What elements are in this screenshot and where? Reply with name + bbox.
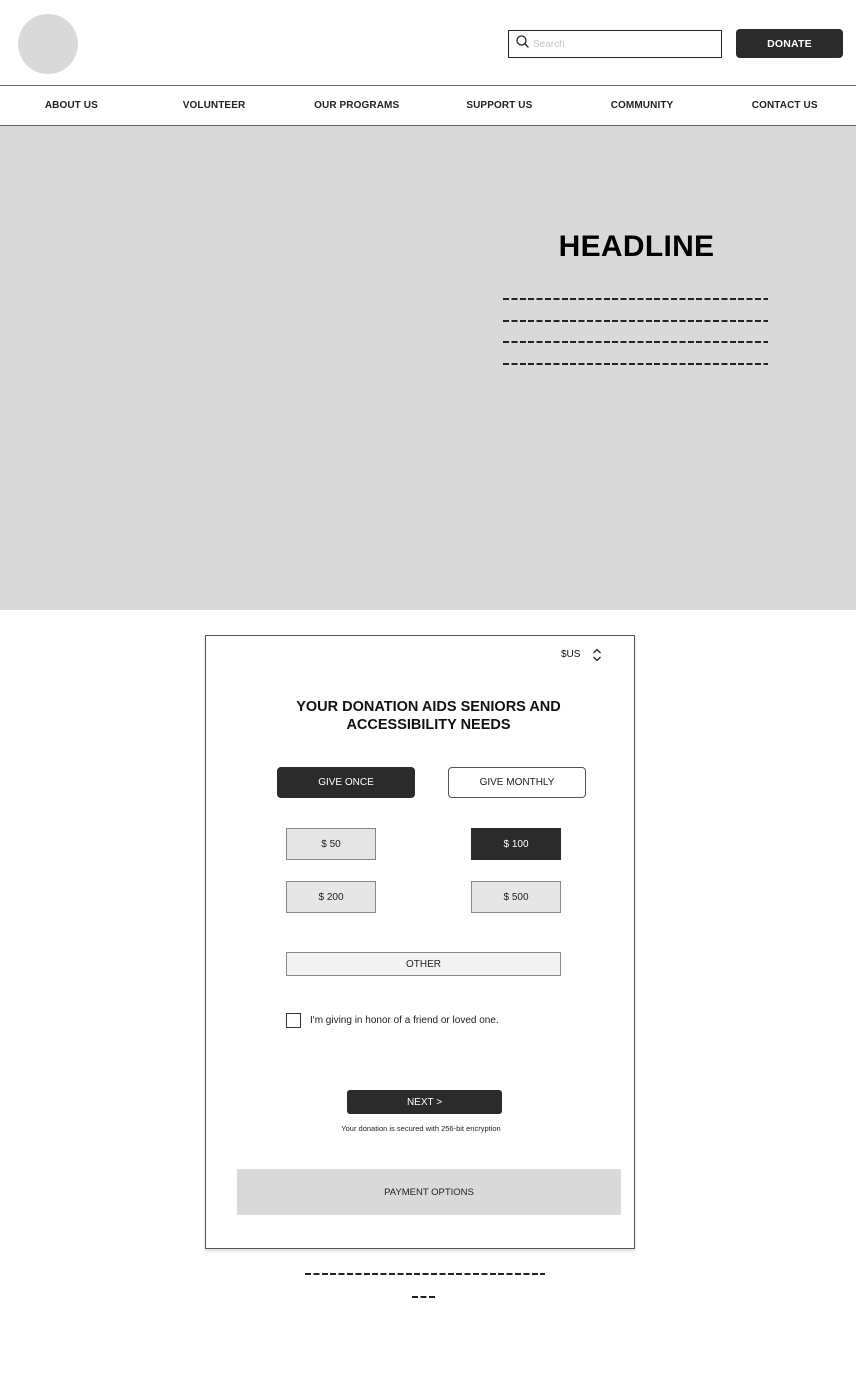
placeholder-text-line	[412, 1296, 437, 1298]
donate-button[interactable]: DONATE	[736, 29, 843, 58]
placeholder-text-line	[503, 363, 768, 365]
search-icon	[516, 35, 529, 53]
currency-selector-label[interactable]: $US	[561, 649, 581, 660]
placeholder-text-line	[503, 298, 768, 300]
nav-item-community[interactable]: COMMUNITY	[610, 100, 674, 111]
site-header	[0, 0, 856, 86]
amount-50-button[interactable]: $ 50	[286, 828, 376, 860]
hero-banner	[0, 126, 856, 610]
security-note: Your donation is secured with 256-bit encryption	[341, 1124, 501, 1133]
give-once-button[interactable]: GIVE ONCE	[277, 767, 415, 798]
nav-item-support-us[interactable]: SUPPORT US	[466, 100, 533, 111]
search-box[interactable]	[508, 30, 722, 58]
give-monthly-button[interactable]: GIVE MONTHLY	[448, 767, 586, 798]
nav-item-volunteer[interactable]: VOLUNTEER	[182, 100, 246, 111]
honor-checkbox[interactable]	[286, 1013, 301, 1028]
nav-item-our-programs[interactable]: OUR PROGRAMS	[314, 100, 400, 111]
amount-200-button[interactable]: $ 200	[286, 881, 376, 913]
nav-item-contact-us[interactable]: CONTACT US	[751, 100, 818, 111]
donation-title: YOUR DONATION AIDS SENIORS AND ACCESSIBILITY NEEDS	[296, 699, 561, 733]
search-input[interactable]	[533, 39, 713, 50]
placeholder-text-line	[305, 1273, 545, 1275]
main-nav	[0, 86, 856, 126]
logo-placeholder[interactable]	[18, 14, 78, 74]
placeholder-text-line	[503, 341, 768, 343]
hero-headline: HEADLINE	[558, 230, 715, 263]
chevron-up-down-icon[interactable]	[592, 648, 602, 667]
donation-form	[205, 635, 635, 1249]
next-button[interactable]: NEXT >	[347, 1090, 502, 1114]
other-amount-button[interactable]: OTHER	[286, 952, 561, 976]
placeholder-text-line	[503, 320, 768, 322]
amount-100-button[interactable]: $ 100	[471, 828, 561, 860]
payment-options-button[interactable]: PAYMENT OPTIONS	[237, 1169, 621, 1215]
honor-checkbox-label: I'm giving in honor of a friend or loved one.	[310, 1015, 499, 1026]
nav-item-about-us[interactable]: ABOUT US	[44, 100, 98, 111]
amount-500-button[interactable]: $ 500	[471, 881, 561, 913]
